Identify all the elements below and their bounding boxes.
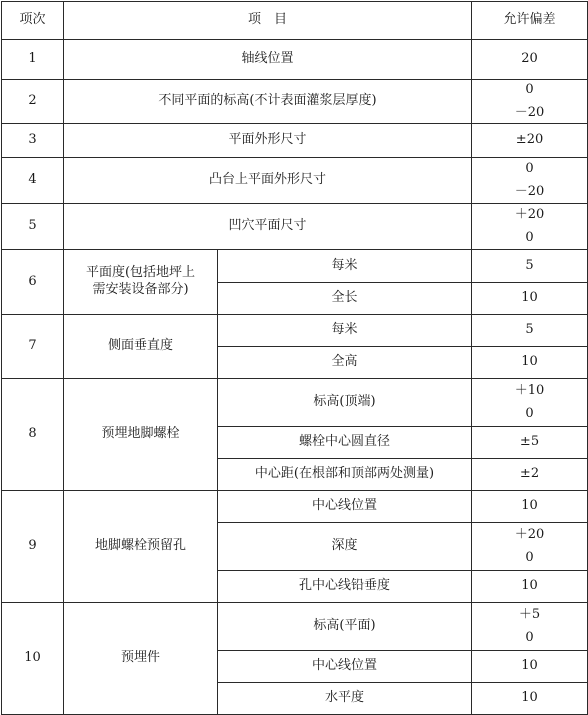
header-item: 项 目 — [64, 2, 472, 40]
row-tolerance: 0 －20 — [472, 80, 588, 124]
row-tolerance: 10 — [472, 491, 588, 523]
row-item: 预埋件 — [64, 603, 218, 715]
row-tolerance: ＋20 0 — [472, 523, 588, 571]
table-row — [2, 40, 588, 80]
row-item: 平面度(包括地坪上 需安装设备部分) — [64, 250, 218, 315]
row-tolerance: ＋5 0 — [472, 603, 588, 651]
row-tolerance: ±5 — [472, 427, 588, 459]
row-tolerance: 5 — [472, 250, 588, 283]
table-row — [2, 204, 588, 250]
row-no: 2 — [2, 80, 64, 124]
table-row — [2, 80, 588, 124]
table-row — [2, 379, 588, 427]
row-no: 1 — [2, 40, 64, 80]
row-no: 9 — [2, 491, 64, 603]
row-no: 8 — [2, 379, 64, 491]
row-subitem: 每米 — [218, 315, 472, 347]
header-tolerance: 允许偏差 — [472, 2, 588, 40]
row-tolerance: 5 — [472, 315, 588, 347]
table-row — [2, 603, 588, 651]
row-subitem: 全高 — [218, 347, 472, 379]
row-subitem: 每米 — [218, 250, 472, 283]
row-no: 6 — [2, 250, 64, 315]
row-item: 平面外形尺寸 — [64, 124, 472, 158]
row-no: 3 — [2, 124, 64, 158]
row-subitem: 水平度 — [218, 683, 472, 715]
row-no: 7 — [2, 315, 64, 379]
row-subitem: 中心距(在根部和顶部两处测量) — [218, 459, 472, 491]
table-row — [2, 124, 588, 158]
row-subitem: 螺栓中心圆直径 — [218, 427, 472, 459]
row-tolerance: 20 — [472, 40, 588, 80]
row-tolerance: ＋10 0 — [472, 379, 588, 427]
row-subitem: 孔中心线铅垂度 — [218, 571, 472, 603]
table-row — [2, 158, 588, 204]
row-tolerance: ＋20 0 — [472, 204, 588, 250]
row-item: 不同平面的标高(不计表面灌浆层厚度) — [64, 80, 472, 124]
row-tolerance: 0 －20 — [472, 158, 588, 204]
table-row — [2, 491, 588, 523]
row-subitem: 中心线位置 — [218, 491, 472, 523]
row-tolerance: 10 — [472, 683, 588, 715]
row-subitem: 中心线位置 — [218, 651, 472, 683]
row-no: 5 — [2, 204, 64, 250]
row-tolerance: ±2 — [472, 459, 588, 491]
row-tolerance: 10 — [472, 347, 588, 379]
row-item: 凹穴平面尺寸 — [64, 204, 472, 250]
row-subitem: 深度 — [218, 523, 472, 571]
table-row — [2, 315, 588, 347]
row-tolerance: ±20 — [472, 124, 588, 158]
tolerance-table — [1, 1, 588, 715]
row-subitem: 全长 — [218, 283, 472, 315]
row-no: 4 — [2, 158, 64, 204]
row-item: 轴线位置 — [64, 40, 472, 80]
row-item: 地脚螺栓预留孔 — [64, 491, 218, 603]
row-tolerance: 10 — [472, 571, 588, 603]
row-tolerance: 10 — [472, 283, 588, 315]
header-no: 项次 — [2, 2, 64, 40]
row-subitem: 标高(平面) — [218, 603, 472, 651]
row-item: 凸台上平面外形尺寸 — [64, 158, 472, 204]
row-subitem: 标高(顶端) — [218, 379, 472, 427]
table-row — [2, 250, 588, 283]
row-tolerance: 10 — [472, 651, 588, 683]
header-row — [2, 2, 588, 40]
row-no: 10 — [2, 603, 64, 715]
row-item: 侧面垂直度 — [64, 315, 218, 379]
row-item: 预埋地脚螺栓 — [64, 379, 218, 491]
